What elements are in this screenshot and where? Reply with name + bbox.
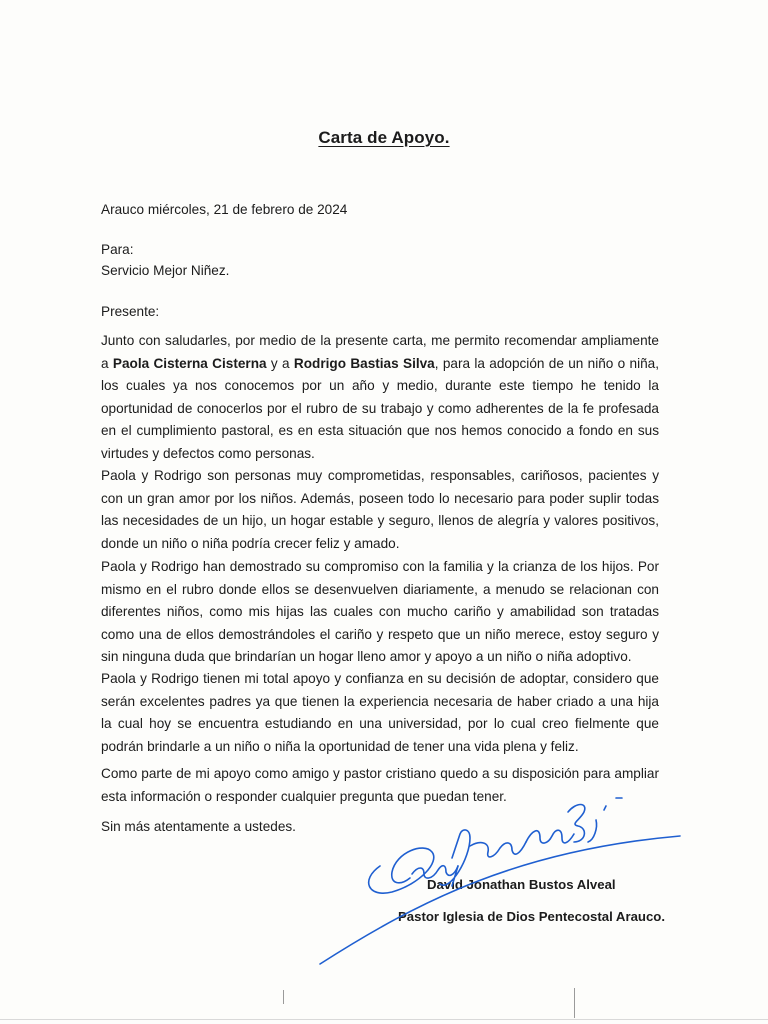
scan-artifact	[283, 990, 284, 1004]
paragraph-1-text-c: , para la adopción de un niño o niña, los cuales ya nos conocemos por un año y medio, durante este tiempo he tenido la oportunidad de conocerlos por el rubro de su trabajo y como adherentes de la fe profesada en el cumplimiento pastoral, es en esta situación que nos hemos conocido a fondo en sus virtudes y defectos como personas.	[101, 355, 660, 461]
recipient: Servicio Mejor Niñez.	[101, 263, 230, 278]
candidate-name-1: Paola Cisterna Cisterna	[112, 355, 267, 371]
page-edge	[0, 1019, 768, 1020]
paragraph-1-text-a: Junto con saludarles, por medio de la presente carta, me permito recomendar ampliamente a	[101, 333, 659, 371]
paragraph-4: Paola y Rodrigo tienen mi total apoyo y confianza en su decisión de adoptar, considero que serán excelentes padres ya que tienen la experiencia necesaria de haber criado a una hija la cual hoy se encuentra estudiando en una universidad, por lo cual creo fielmente que podrán brindarle a un niño o niña la oportunidad de tener una vida plena y feliz.	[101, 671, 659, 754]
paragraph-2: Paola y Rodrigo son personas muy comprometidas, responsables, cariñosos, pacientes y con un gran amor por los niños. Además, poseen todo lo necesario para poder suplir todas las necesidades de un hijo, un hogar estable y seguro, llenos de alegría y valores positivos, donde un niño o niña podría crecer feliz y amado.	[101, 468, 659, 551]
letter-title: Carta de Apoyo.	[318, 128, 450, 147]
date-line: Arauco miércoles, 21 de febrero de 2024	[101, 202, 348, 217]
signer-title: Pastor Iglesia de Dios Pentecostal Arauco.	[398, 909, 666, 924]
scan-artifact	[574, 988, 575, 1018]
paragraph-5: Como parte de mi apoyo como amigo y pastor cristiano quedo a su disposición para ampliar esta información o responder cualquier pregunta que puedan tener.	[101, 766, 659, 804]
paragraph-1-text-b: y a	[266, 355, 294, 371]
paragraph-1	[101, 330, 659, 466]
candidate-name-2: Rodrigo Bastias Silva	[293, 355, 435, 371]
signer-name: David Jonathan Bustos Alveal	[427, 877, 616, 892]
greeting: Presente:	[101, 304, 160, 319]
paragraph-3: Paola y Rodrigo han demostrado su compromiso con la familia y la crianza de los hijos. Por mismo en el rubro donde ellos se desenvuelven diariamente, a menudo se relacionan con diferentes niños, como mis hijas las cuales con mucho cariño y amabilidad son tratadas como una de ellos demostrándoles el cariño y respeto que un niño merece, estoy seguro y sin ninguna duda que brindarían un hogar lleno amor y apoyo a un niño o niña adoptivo.	[101, 559, 659, 665]
closing-line: Sin más atentamente a ustedes.	[101, 819, 296, 834]
to-label: Para:	[101, 242, 134, 257]
